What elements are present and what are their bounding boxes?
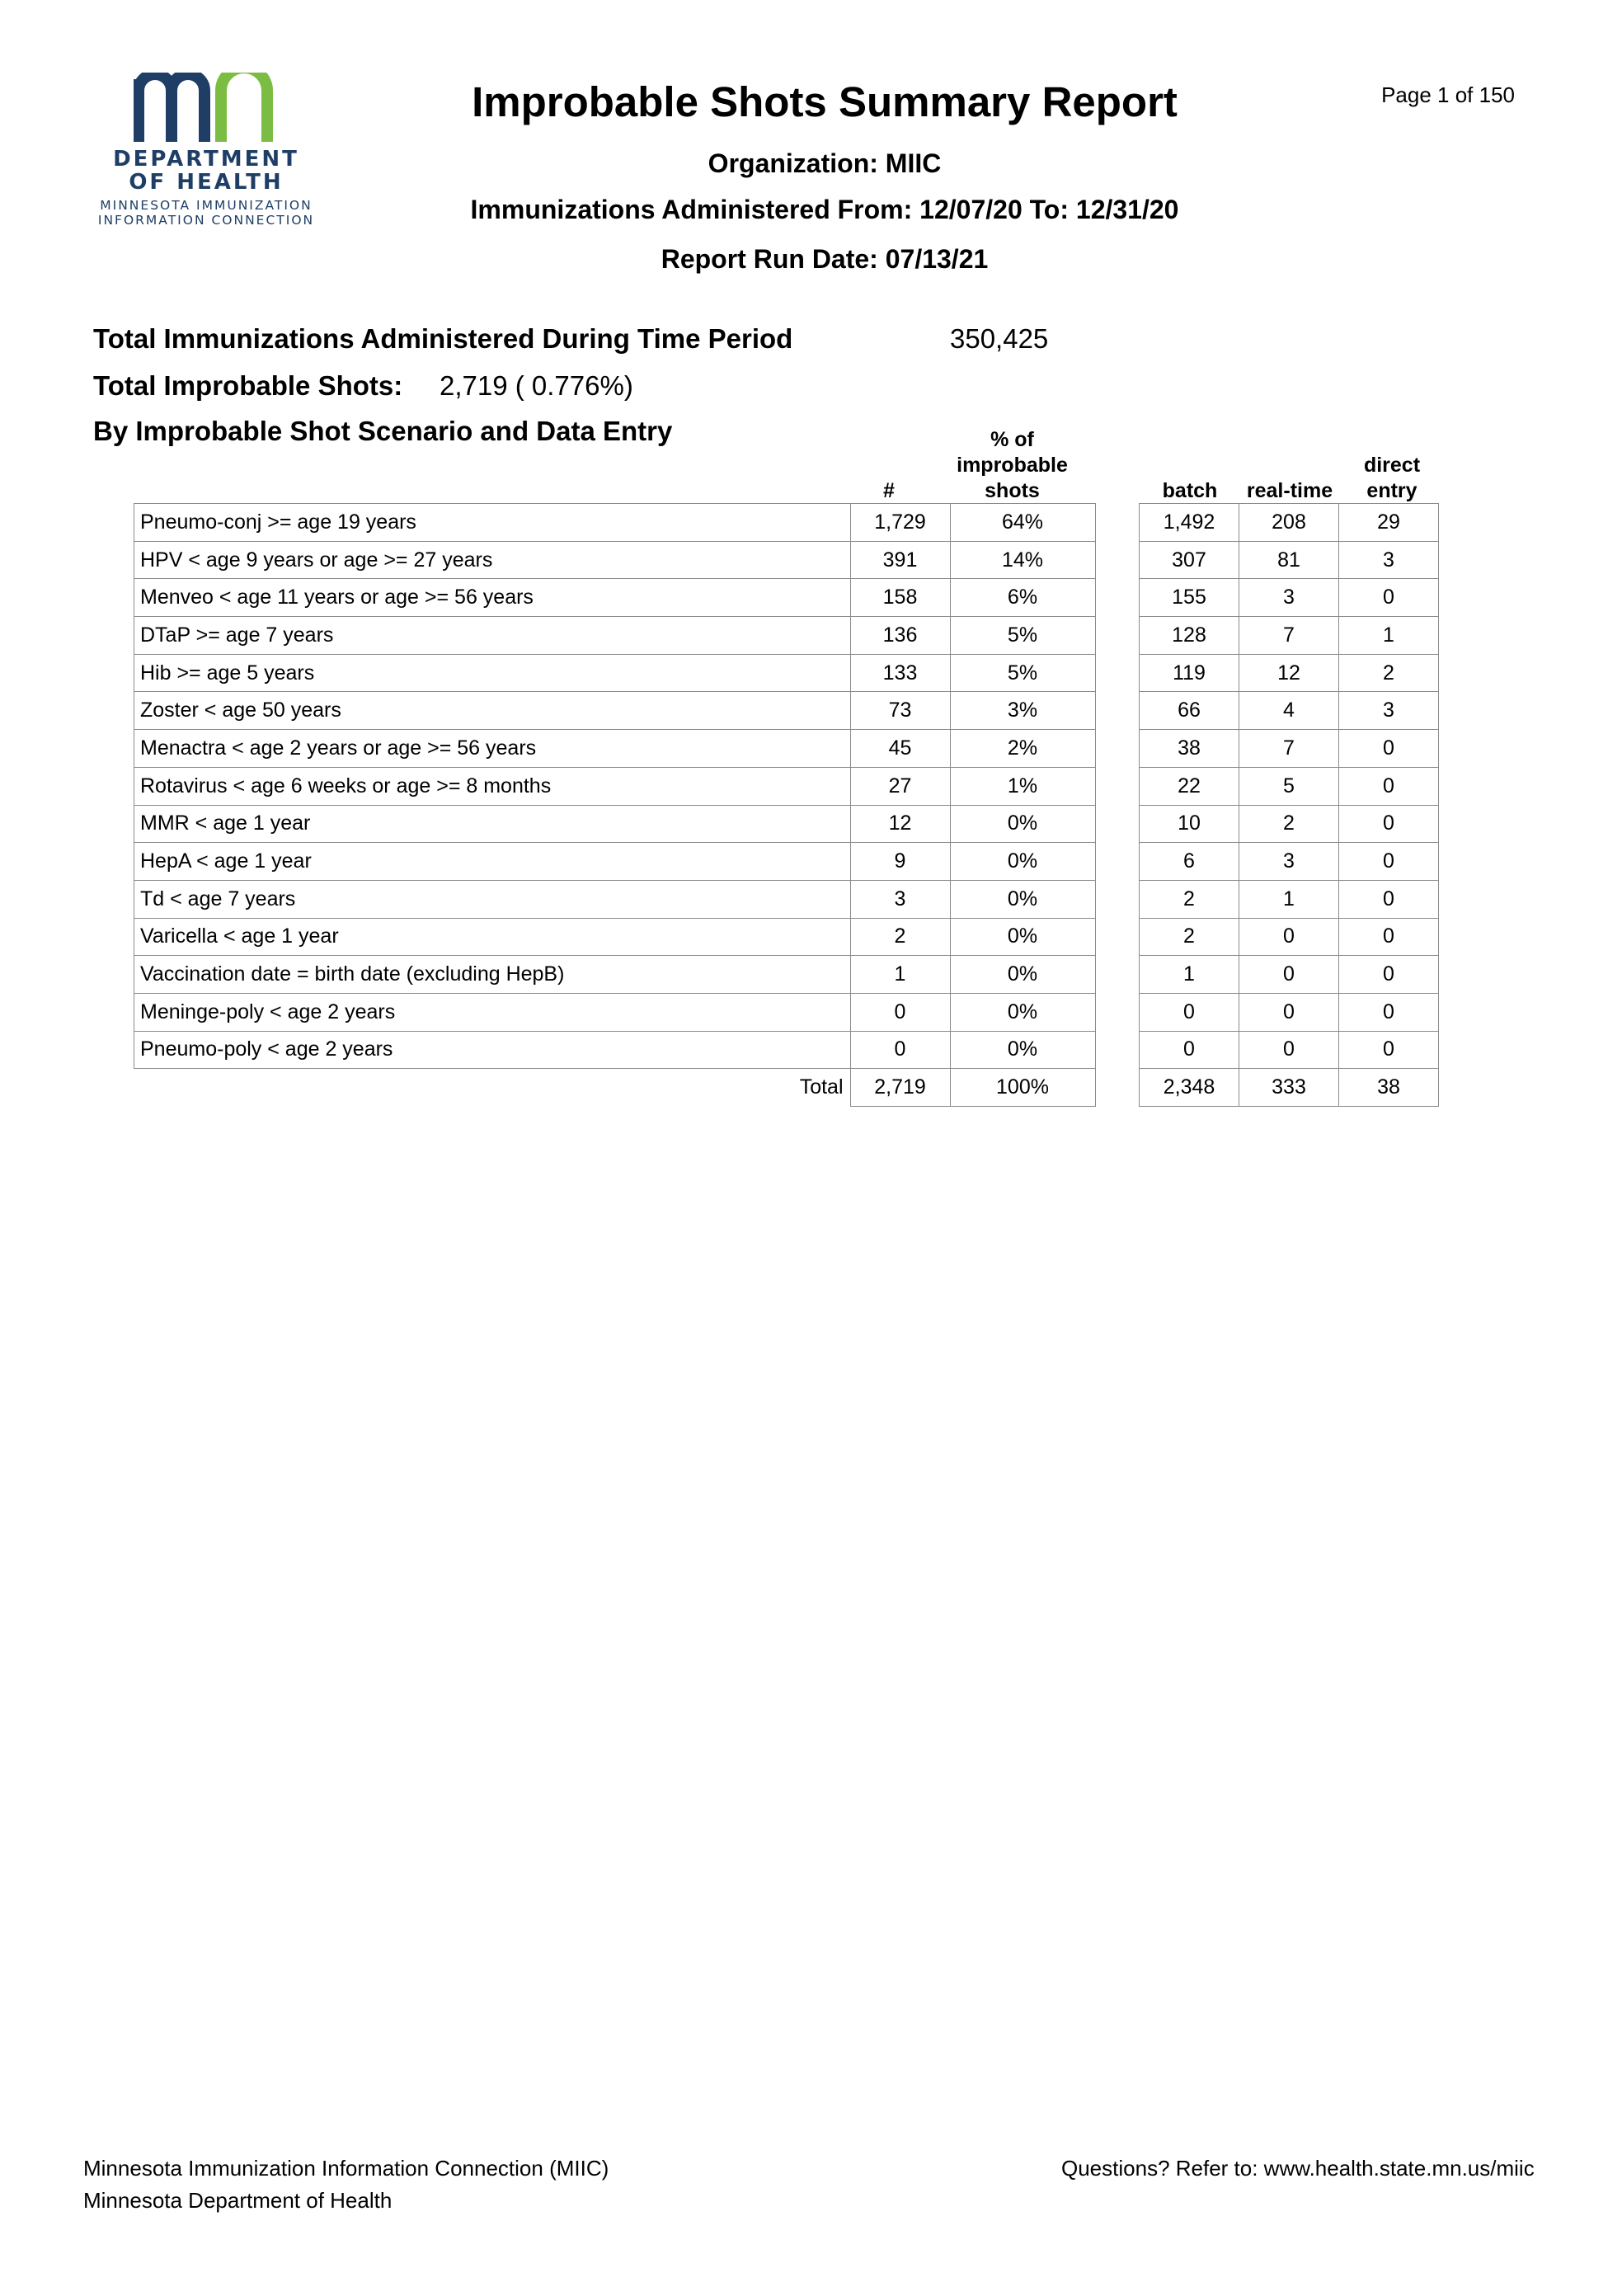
direct-entry-cell: 0 bbox=[1339, 579, 1439, 617]
table-row bbox=[134, 956, 1096, 994]
percent-cell: 0% bbox=[950, 918, 1095, 956]
percent-cell: 0% bbox=[950, 843, 1095, 881]
realtime-cell: 0 bbox=[1239, 918, 1339, 956]
direct-entry-cell: 2 bbox=[1339, 654, 1439, 692]
scenario-cell: Pneumo-conj >= age 19 years bbox=[134, 504, 851, 542]
column-header-batch bbox=[1140, 478, 1239, 504]
percent-cell: 5% bbox=[950, 654, 1095, 692]
direct-entry-cell: 0 bbox=[1339, 1031, 1439, 1069]
percent-cell: 64% bbox=[950, 504, 1095, 542]
direct-entry-cell: 0 bbox=[1339, 767, 1439, 805]
data-entry-row bbox=[1140, 956, 1439, 994]
realtime-cell: 2 bbox=[1239, 805, 1339, 843]
table-row bbox=[134, 918, 1096, 956]
total-improbable-label: Total Improbable Shots: bbox=[93, 370, 403, 401]
count-cell: 1 bbox=[850, 956, 950, 994]
percent-cell: 3% bbox=[950, 692, 1095, 730]
data-entry-row bbox=[1140, 541, 1439, 579]
scenario-cell: Menveo < age 11 years or age >= 56 years bbox=[134, 579, 851, 617]
count-cell: 158 bbox=[850, 579, 950, 617]
mdh-logo bbox=[82, 73, 330, 246]
batch-cell: 2 bbox=[1140, 918, 1239, 956]
total-batch-cell: 2,348 bbox=[1140, 1069, 1239, 1107]
count-cell: 3 bbox=[850, 880, 950, 918]
table-row bbox=[134, 541, 1096, 579]
direct-entry-cell: 1 bbox=[1339, 617, 1439, 655]
column-header-realtime bbox=[1239, 478, 1340, 504]
scenario-cell: Vaccination date = birth date (excluding HepB) bbox=[134, 956, 851, 994]
column-header-direct-line1: direct bbox=[1363, 454, 1421, 477]
realtime-cell: 0 bbox=[1239, 956, 1339, 994]
column-header-count-text: # bbox=[883, 479, 895, 502]
total-count-cell: 2,719 bbox=[850, 1069, 950, 1107]
batch-cell: 307 bbox=[1140, 541, 1239, 579]
direct-entry-cell: 0 bbox=[1339, 843, 1439, 881]
count-cell: 2 bbox=[850, 918, 950, 956]
table-row bbox=[134, 843, 1096, 881]
scenario-cell: Pneumo-poly < age 2 years bbox=[134, 1031, 851, 1069]
count-cell: 9 bbox=[850, 843, 950, 881]
scenario-cell: HepA < age 1 year bbox=[134, 843, 851, 881]
batch-cell: 119 bbox=[1140, 654, 1239, 692]
total-realtime-cell: 333 bbox=[1239, 1069, 1339, 1107]
data-entry-row bbox=[1140, 1031, 1439, 1069]
count-cell: 1,729 bbox=[850, 504, 950, 542]
table-row bbox=[134, 730, 1096, 768]
percent-cell: 0% bbox=[950, 993, 1095, 1031]
total-administered-value: 350,425 bbox=[950, 323, 1049, 354]
scenario-cell: Zoster < age 50 years bbox=[134, 692, 851, 730]
direct-entry-cell: 0 bbox=[1339, 993, 1439, 1031]
scenario-cell: Meninge-poly < age 2 years bbox=[134, 993, 851, 1031]
scenario-cell: Menactra < age 2 years or age >= 56 years bbox=[134, 730, 851, 768]
data-entry-row bbox=[1140, 918, 1439, 956]
realtime-cell: 0 bbox=[1239, 993, 1339, 1031]
data-entry-row bbox=[1140, 730, 1439, 768]
direct-entry-cell: 0 bbox=[1339, 880, 1439, 918]
logo-text-of-health: OF HEALTH bbox=[129, 170, 284, 195]
footer-org-name: Minnesota Immunization Information Connection (MIIC) bbox=[83, 2156, 609, 2181]
run-date-line: Report Run Date: 07/13/21 bbox=[661, 244, 989, 274]
column-header-direct-line2: entry bbox=[1366, 479, 1417, 502]
column-header-percent-line2: improbable bbox=[957, 454, 1068, 477]
table-row bbox=[134, 1031, 1096, 1069]
footer-department: Minnesota Department of Health bbox=[83, 2188, 393, 2213]
column-header-percent-line1: % of bbox=[990, 428, 1034, 451]
data-entry-row bbox=[1140, 692, 1439, 730]
realtime-cell: 208 bbox=[1239, 504, 1339, 542]
direct-entry-cell: 3 bbox=[1339, 692, 1439, 730]
total-administered-label: Total Immunizations Administered During Time Period bbox=[93, 323, 793, 354]
total-label: Total bbox=[799, 1075, 844, 1099]
column-header-percent-line3: shots bbox=[985, 479, 1040, 502]
page-number: Page 1 of 150 bbox=[1381, 82, 1515, 107]
percent-cell: 6% bbox=[950, 579, 1095, 617]
logo-text-information-connection: INFORMATION CONNECTION bbox=[97, 213, 315, 228]
direct-entry-cell: 0 bbox=[1339, 956, 1439, 994]
scenario-cell: Rotavirus < age 6 weeks or age >= 8 months bbox=[134, 767, 851, 805]
report-title: Improbable Shots Summary Report bbox=[472, 78, 1178, 125]
batch-cell: 38 bbox=[1140, 730, 1239, 768]
direct-entry-cell: 0 bbox=[1339, 730, 1439, 768]
count-cell: 0 bbox=[850, 1031, 950, 1069]
total-direct-entry-cell: 38 bbox=[1339, 1069, 1439, 1107]
percent-cell: 5% bbox=[950, 617, 1095, 655]
column-header-percent bbox=[940, 427, 1084, 504]
direct-entry-cell: 0 bbox=[1339, 918, 1439, 956]
scenario-cell: MMR < age 1 year bbox=[134, 805, 851, 843]
data-entry-row bbox=[1140, 843, 1439, 881]
scenario-table bbox=[134, 503, 1096, 1107]
realtime-cell: 1 bbox=[1239, 880, 1339, 918]
section-title: By Improbable Shot Scenario and Data Entry bbox=[93, 416, 673, 446]
realtime-cell: 4 bbox=[1239, 692, 1339, 730]
count-cell: 73 bbox=[850, 692, 950, 730]
realtime-cell: 0 bbox=[1239, 1031, 1339, 1069]
scenario-cell: Td < age 7 years bbox=[134, 880, 851, 918]
period-line: Immunizations Administered From: 12/07/20 To: 12/31/20 bbox=[470, 195, 1179, 224]
count-cell: 12 bbox=[850, 805, 950, 843]
table-row bbox=[134, 579, 1096, 617]
table-row bbox=[134, 767, 1096, 805]
direct-entry-cell: 29 bbox=[1339, 504, 1439, 542]
batch-cell: 10 bbox=[1140, 805, 1239, 843]
percent-cell: 0% bbox=[950, 880, 1095, 918]
percent-cell: 2% bbox=[950, 730, 1095, 768]
percent-cell: 0% bbox=[950, 805, 1095, 843]
batch-cell: 1 bbox=[1140, 956, 1239, 994]
direct-entry-cell: 3 bbox=[1339, 541, 1439, 579]
column-header-count bbox=[839, 478, 938, 504]
realtime-cell: 5 bbox=[1239, 767, 1339, 805]
scenario-cell: DTaP >= age 7 years bbox=[134, 617, 851, 655]
data-entry-row bbox=[1140, 504, 1439, 542]
table-row bbox=[134, 692, 1096, 730]
count-cell: 391 bbox=[850, 541, 950, 579]
realtime-cell: 81 bbox=[1239, 541, 1339, 579]
batch-cell: 22 bbox=[1140, 767, 1239, 805]
scenario-cell: Varicella < age 1 year bbox=[134, 918, 851, 956]
data-entry-row bbox=[1140, 579, 1439, 617]
count-cell: 27 bbox=[850, 767, 950, 805]
batch-cell: 128 bbox=[1140, 617, 1239, 655]
percent-cell: 0% bbox=[950, 956, 1095, 994]
data-entry-total-row bbox=[1140, 1069, 1439, 1107]
count-cell: 0 bbox=[850, 993, 950, 1031]
percent-cell: 14% bbox=[950, 541, 1095, 579]
table-row bbox=[134, 504, 1096, 542]
mn-logo-mark-icon bbox=[134, 73, 279, 142]
logo-text-department: DEPARTMENT bbox=[113, 147, 299, 172]
footer-questions: Questions? Refer to: www.health.state.mn.us/miic bbox=[1061, 2156, 1535, 2181]
batch-cell: 2 bbox=[1140, 880, 1239, 918]
organization-line: Organization: MIIC bbox=[708, 148, 942, 178]
batch-cell: 6 bbox=[1140, 843, 1239, 881]
scenario-cell: HPV < age 9 years or age >= 27 years bbox=[134, 541, 851, 579]
total-improbable-value: 2,719 ( 0.776%) bbox=[440, 370, 633, 401]
scenario-cell: Hib >= age 5 years bbox=[134, 654, 851, 692]
table-row bbox=[134, 654, 1096, 692]
batch-cell: 0 bbox=[1140, 1031, 1239, 1069]
data-entry-row bbox=[1140, 993, 1439, 1031]
total-row bbox=[134, 1069, 1096, 1107]
column-header-batch-text: batch bbox=[1162, 479, 1218, 502]
realtime-cell: 12 bbox=[1239, 654, 1339, 692]
total-percent-cell: 100% bbox=[950, 1069, 1095, 1107]
direct-entry-cell: 0 bbox=[1339, 805, 1439, 843]
batch-cell: 1,492 bbox=[1140, 504, 1239, 542]
table-row bbox=[134, 993, 1096, 1031]
realtime-cell: 7 bbox=[1239, 730, 1339, 768]
table-row bbox=[134, 880, 1096, 918]
data-entry-row bbox=[1140, 880, 1439, 918]
data-entry-table bbox=[1139, 503, 1439, 1107]
column-header-realtime-text: real-time bbox=[1246, 479, 1333, 502]
data-entry-row bbox=[1140, 767, 1439, 805]
data-entry-row bbox=[1140, 617, 1439, 655]
count-cell: 136 bbox=[850, 617, 950, 655]
table-row bbox=[134, 805, 1096, 843]
batch-cell: 155 bbox=[1140, 579, 1239, 617]
logo-text-minnesota-immunization: MINNESOTA IMMUNIZATION bbox=[100, 198, 313, 213]
percent-cell: 1% bbox=[950, 767, 1095, 805]
batch-cell: 66 bbox=[1140, 692, 1239, 730]
table-row bbox=[134, 617, 1096, 655]
realtime-cell: 3 bbox=[1239, 843, 1339, 881]
batch-cell: 0 bbox=[1140, 993, 1239, 1031]
percent-cell: 0% bbox=[950, 1031, 1095, 1069]
count-cell: 45 bbox=[850, 730, 950, 768]
data-entry-row bbox=[1140, 654, 1439, 692]
count-cell: 133 bbox=[850, 654, 950, 692]
column-header-direct-entry bbox=[1342, 453, 1442, 504]
realtime-cell: 7 bbox=[1239, 617, 1339, 655]
realtime-cell: 3 bbox=[1239, 579, 1339, 617]
data-entry-row bbox=[1140, 805, 1439, 843]
